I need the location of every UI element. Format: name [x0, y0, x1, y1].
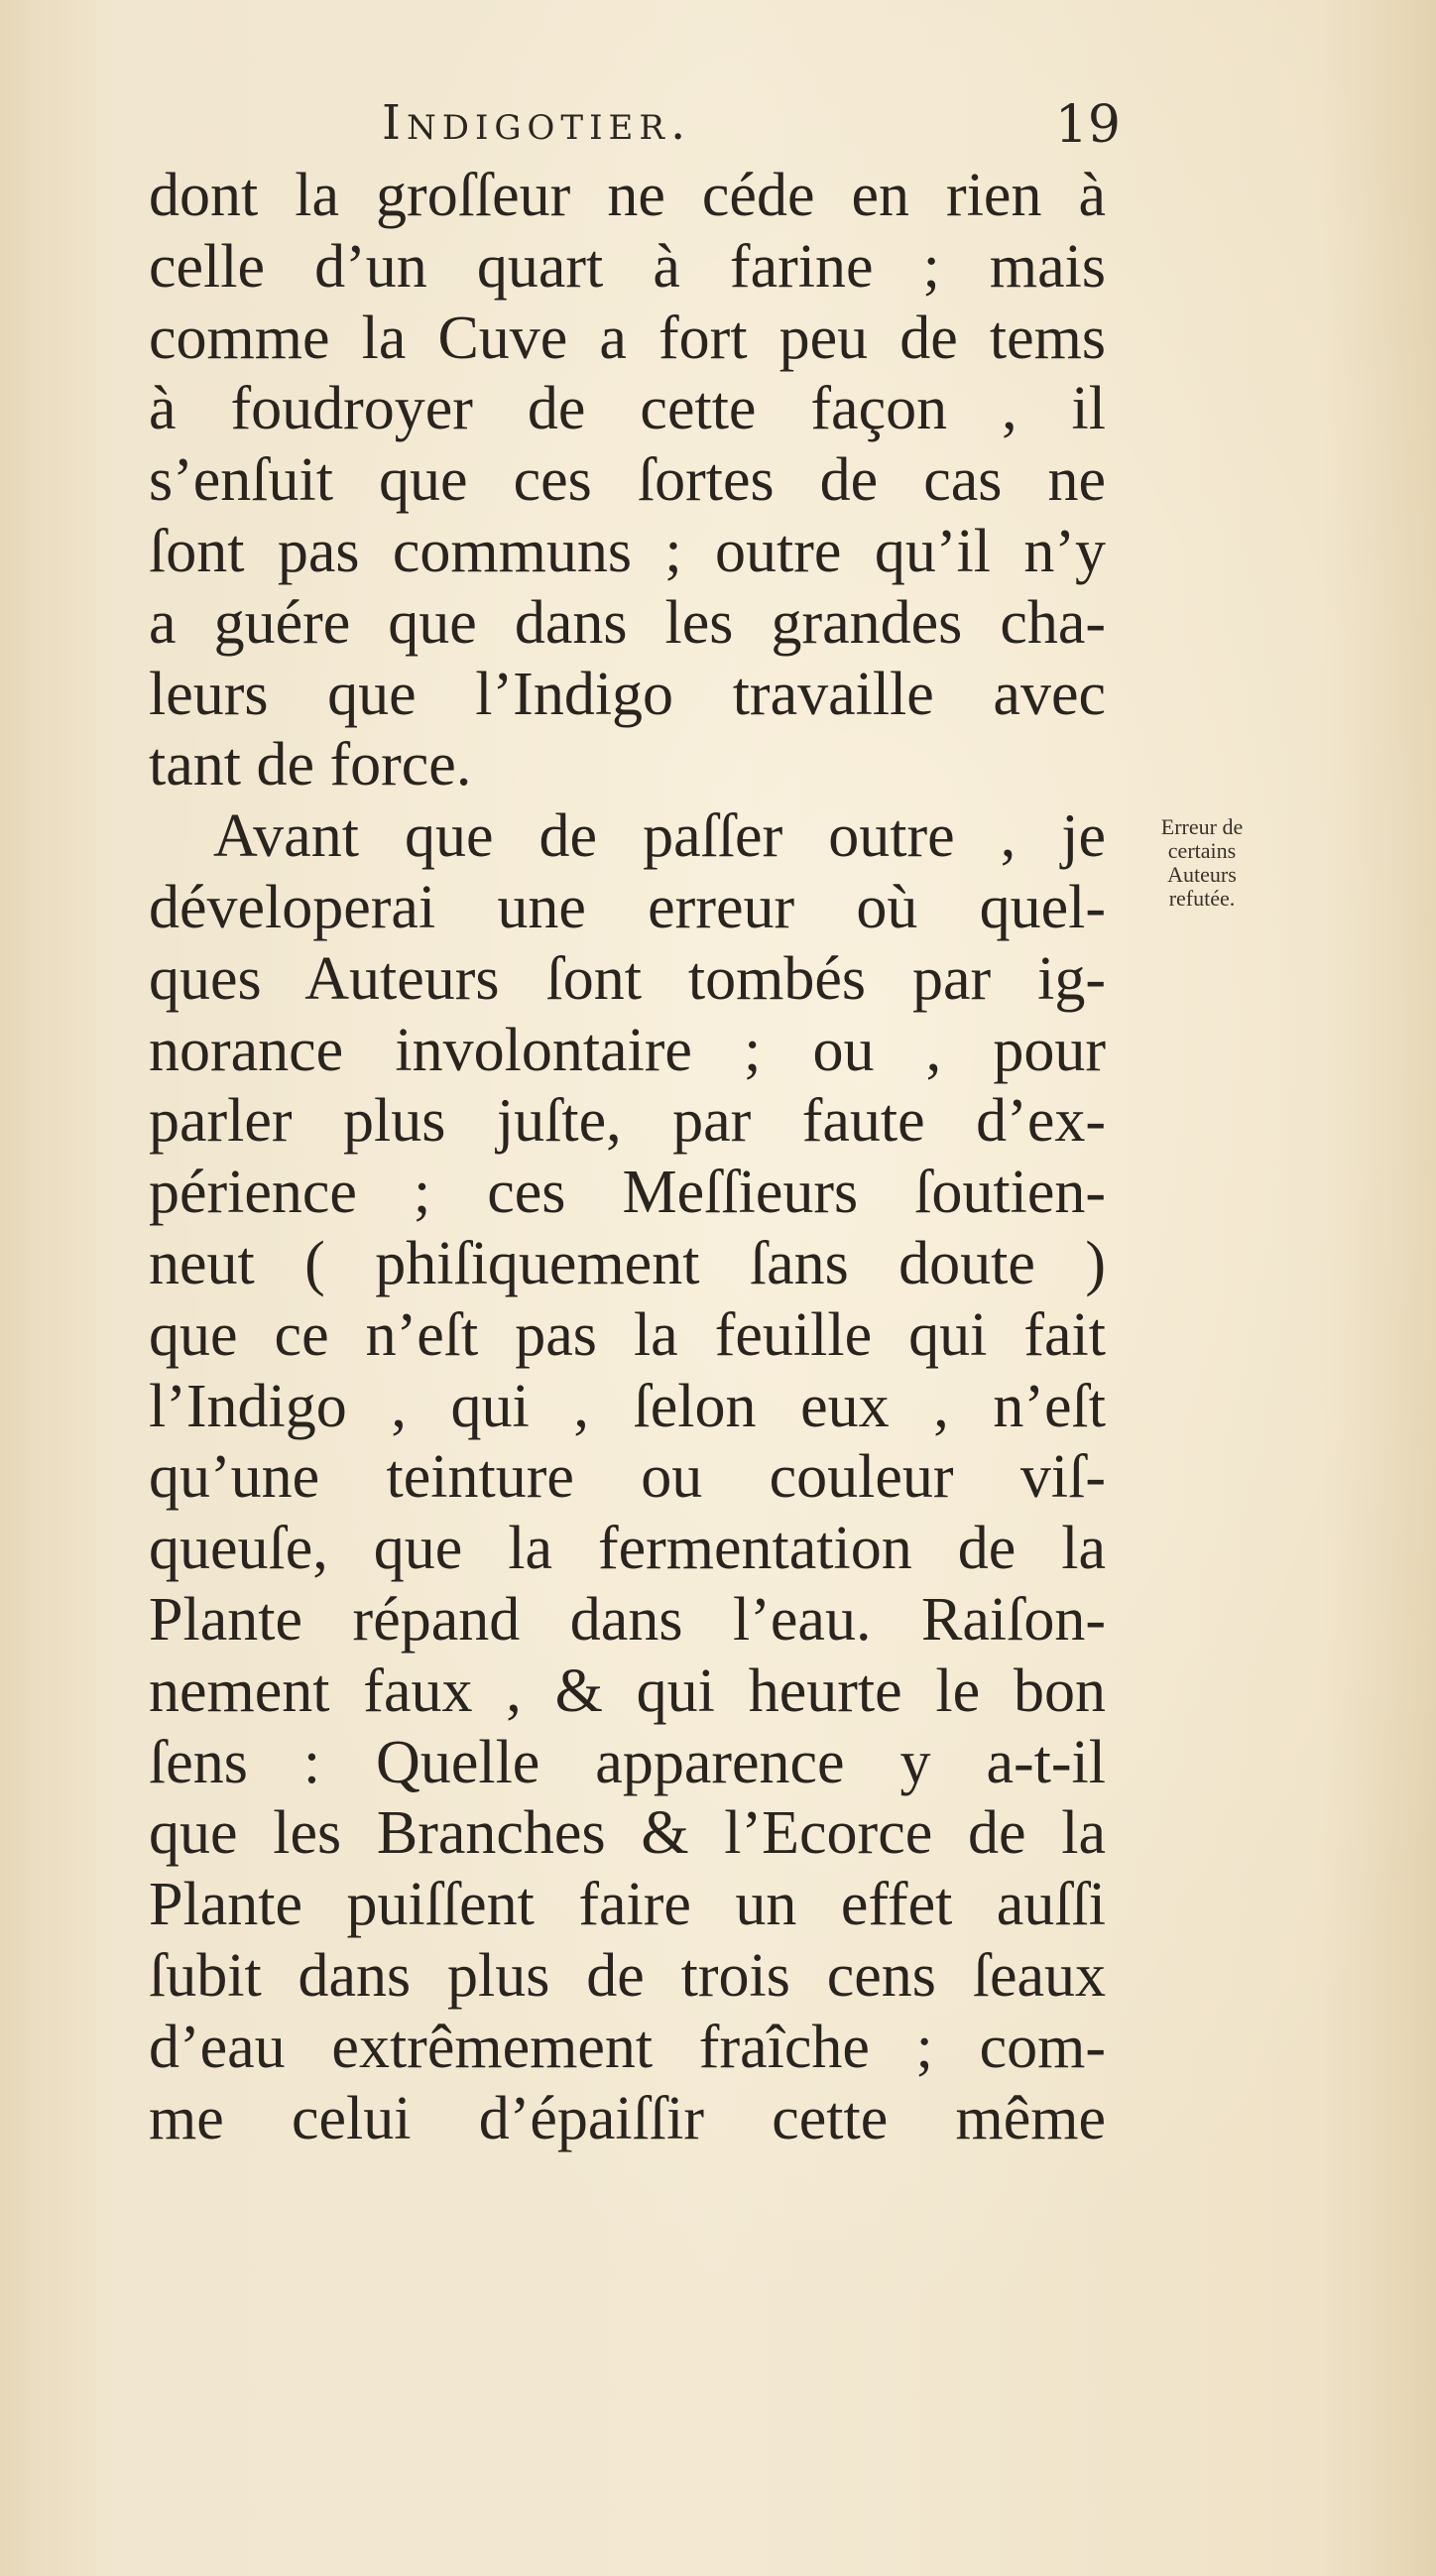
marginal-note	[1113, 815, 1291, 911]
running-head	[149, 95, 1121, 165]
text-line: tant de force.	[149, 731, 472, 799]
marginal-note-line: Erreur de	[1160, 814, 1244, 839]
text-line: me celui d’épaiſſir cette même	[149, 2084, 1106, 2152]
text-line: l’Indigo , qui , ſelon eux , n’eſt	[149, 1372, 1106, 1440]
text-line: parler plus juſte, par faute d’ex-	[149, 1087, 1106, 1156]
text-line: norance involontaire ; ou , pour	[149, 1016, 1106, 1084]
body-text	[149, 161, 1106, 2154]
text-line: déveloperai une erreur où quel-	[149, 873, 1106, 941]
text-line: Avant que de paſſer outre , je	[213, 802, 1106, 871]
text-line: ſont pas communs ; outre qu’il n’y	[149, 517, 1106, 585]
text-line: que les Branches & l’Ecorce de la	[149, 1799, 1106, 1868]
text-line: nement faux , & qui heurte le bon	[149, 1656, 1106, 1725]
text-line: comme la Cuve a fort peu de tems	[149, 304, 1106, 372]
marginal-note-line: refutée.	[1168, 886, 1236, 911]
text-line: ſubit dans plus de trois cens ſeaux	[149, 1941, 1106, 2010]
text-line: à foudroyer de cette façon , il	[149, 375, 1106, 443]
text-line: d’eau extrêmement fraîche ; com-	[149, 2013, 1106, 2081]
text-line: Plante répand dans l’eau. Raiſon-	[149, 1585, 1106, 1654]
marginal-note-line: Auteurs	[1167, 862, 1237, 887]
text-line: Plante puiſſent faire un effet auſſi	[149, 1871, 1106, 1939]
text-line: périence ; ces Meſſieurs ſoutien-	[149, 1159, 1106, 1227]
marginal-note-line: certains	[1167, 838, 1237, 863]
page-number: 19	[1054, 95, 1121, 155]
text-line: celle d’un quart à farine ; mais	[149, 232, 1106, 301]
text-line: a guére que dans les grandes cha-	[149, 588, 1106, 657]
text-line: qu’une teinture ou couleur viſ-	[149, 1443, 1106, 1512]
text-line: ſens : Quelle apparence y a-t-il	[149, 1728, 1106, 1796]
running-head-title: Indigotier.	[382, 95, 692, 151]
text-line: queuſe, que la fermentation de la	[149, 1515, 1106, 1583]
text-line: s’enſuit que ces ſortes de cas ne	[149, 446, 1106, 515]
text-line: leurs que l’Indigo travaille avec	[149, 660, 1106, 728]
text-line: neut ( phiſiquement ſans doute )	[149, 1229, 1106, 1297]
text-line: ques Auteurs ſont tombés par ig-	[149, 944, 1106, 1013]
text-line: dont la groſſeur ne céde en rien à	[149, 162, 1106, 229]
text-line: que ce n’eſt pas la feuille qui fait	[149, 1300, 1106, 1369]
